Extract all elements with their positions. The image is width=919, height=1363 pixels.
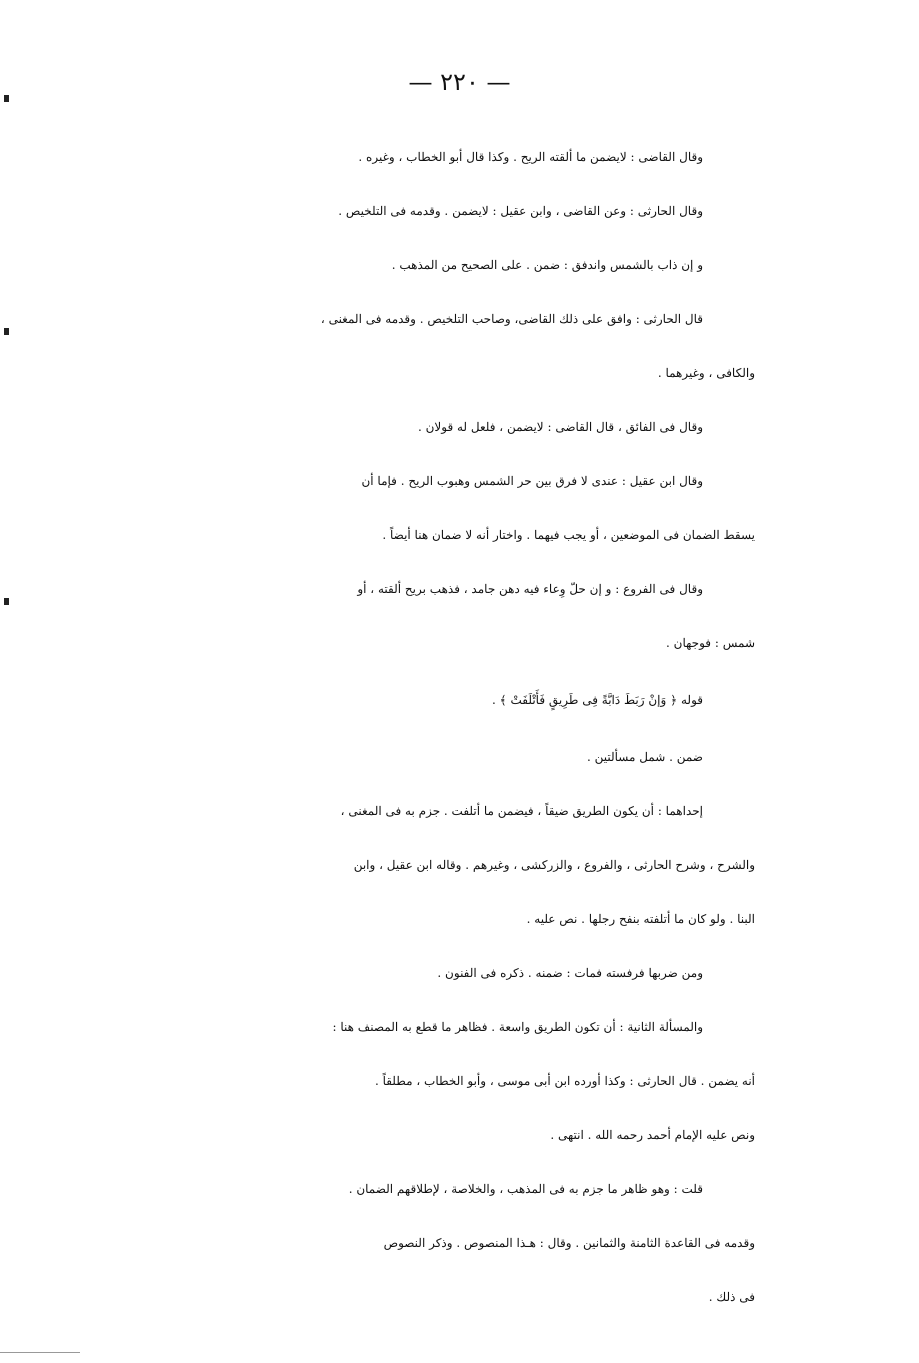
text-line: والكافى ، وغيرهما . [657,366,755,380]
text-line: ومن ضربها فرفسته فمات : ضمنه . ذكره فى الفنون . [437,966,703,980]
text-line: والشرح ، وشرح الحارثى ، والفروع ، والزركشى ، وغيرهم . وقاله ابن عقيل ، وابن [353,858,755,872]
text-line: قال الحارثى : وافق على ذلك القاضى، وصاحب التلخيص . وقدمه فى المغنى ، [320,312,703,326]
text-line: فى ذلك . [708,1290,755,1304]
text-line: ونص عليه الإمام أحمد رحمه الله . انتهى . [550,1128,755,1142]
text-line: وقدمه فى القاعدة الثامنة والثمانين . وقال : هـذا المنصوص . وذكر النصوص [383,1236,755,1250]
page-number: — ٢٢٠ — [408,68,511,96]
margin-mark [4,598,9,605]
text-line: وقال فى الفائق ، قال القاضى : لايضمن ، فلعل له قولان . [417,420,703,434]
text-line: وقال الحارثى : وعن القاضى ، وابن عقيل : لايضمن . وقدمه فى التلخيص . [338,204,703,218]
text-line: و إن ذاب بالشمس واندفق : ضمن . على الصحيح من المذهب . [391,258,703,272]
text-line: إحداهما : أن يكون الطريق ضيقاً ، فيضمن ما أتلفت . جزم به فى المغنى ، [340,804,703,818]
text-line: والمسألة الثانية : أن تكون الطريق واسعة . فظاهر ما قطع به المصنف هنا : [332,1020,703,1034]
quoted-heading: قوله ﴿ وَإنْ رَبَطَ دَابَّةً فِى طَرِيقٍ فَأَتْلَفَتْ ﴾ . [492,693,703,707]
text-line: أنه يضمن . قال الحارثى : وكذا أورده ابن أبى موسى ، وأبو الخطاب ، مطلقاً . [374,1074,755,1088]
body-text [100,130,755,1324]
text-line: شمس : فوجهان . [666,636,755,650]
text-line: يسقط الضمان فى الموضعين ، أو يجب فيهما . واختار أنه لا ضمان هنا أيضاً . [382,528,755,542]
text-line: ضمن . شمل مسألتين . [586,750,703,764]
text-line: قلت : وهو ظاهر ما جزم به فى المذهب ، والخلاصة ، لإطلاقهم الضمان . [348,1182,703,1196]
text-line: وقال فى الفروع : و إن حلّ وِعاء فيه دهن جامد ، فذهب بريح ألقته ، أو [357,582,703,596]
text-line: وقال ابن عقيل : عندى لا فرق بين حر الشمس وهبوب الريح . فإما أن [361,474,703,488]
text-line: وقال القاضى : لايضمن ما ألقته الريح . وكذا قال أبو الخطاب ، وغيره . [358,150,703,164]
margin-mark [4,328,9,335]
margin-mark [4,95,9,102]
footer-rule [0,1352,80,1353]
text-line: البنا . ولو كان ما أتلفته بنفح رجلها . نص عليه . [526,912,755,926]
